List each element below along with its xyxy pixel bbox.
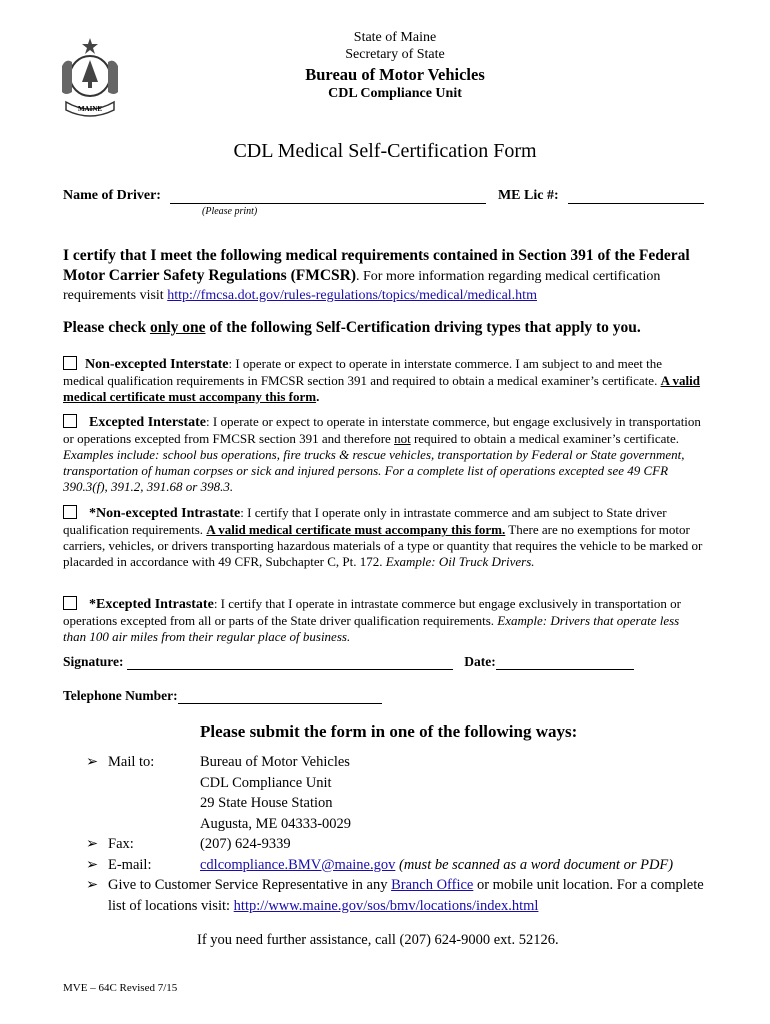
license-field[interactable] — [568, 188, 704, 204]
option-excepted-intrastate: *Excepted Intrastate: I certify that I operate in intrastate commerce but engage exclusively in transportation or operations excepted from all or parts of the State driver qualification requirements. Example: Drivers that operate less than 100 air miles from their regular place of business. — [63, 596, 681, 644]
signature-row: Signature: Date: — [63, 654, 634, 670]
header-bureau: Bureau of Motor Vehicles — [305, 65, 485, 84]
assistance-note: If you need further assistance, call (207) 624-9000 ext. 52126. — [197, 932, 559, 948]
phone-field[interactable] — [178, 689, 382, 704]
email-link[interactable]: cdlcompliance.BMV@maine.gov — [200, 856, 396, 873]
svg-text:MAINE: MAINE — [77, 105, 103, 113]
driver-name-label: Name of Driver: — [63, 188, 161, 203]
checkbox-excepted-intrastate[interactable] — [63, 596, 77, 610]
driver-row — [63, 188, 704, 204]
header-state: State of Maine — [353, 30, 437, 45]
state-seal-icon — [58, 36, 122, 120]
checkbox-excepted-interstate[interactable] — [63, 414, 77, 428]
signature-field[interactable] — [127, 655, 453, 670]
checkbox-non-excepted-intrastate[interactable] — [63, 505, 77, 519]
option-excepted-interstate: Excepted Interstate: I operate or expect to operate in interstate commerce, but engage exclusively in transportation or operations excepted from FMCSR section 391 and therefore not required to obtain a medical examiner’s certificate. Examples include: school bus operations, fire trucks & rescue vehicles, transportation by Federal or State government, transportation of human corpses or sick and injured persons. For a complete list of operations excepted see 49 CFR 390.3(f), 391.2, 391.68 or 398.3. — [63, 414, 701, 494]
mail-address: Bureau of Motor Vehicles CDL Compliance Unit 29 State House Station Augusta, ME 04333-0029 — [200, 754, 352, 832]
form-footer: MVE – 64C Revised 7/15 — [63, 982, 178, 994]
fax-number: (207) 624-9339 — [200, 836, 291, 852]
check-heading: Please check only one of the following Self-Certification driving types that apply to you. — [63, 319, 641, 336]
print-hint: (Please print) — [202, 206, 258, 217]
date-field[interactable] — [496, 655, 634, 670]
license-label: ME Lic #: — [497, 188, 559, 203]
option-non-excepted-interstate: Non-excepted Interstate: I operate or expect to operate in interstate commerce. I am subject to and meet the medical qualification requirements in FMCSR section 391 and required to obtain a medical examiner’s certificate. A valid medical certificate must accompany this form. — [63, 356, 700, 404]
locations-link[interactable]: http://www.maine.gov/sos/bmv/locations/index.html — [233, 897, 539, 914]
driver-name-field[interactable] — [170, 188, 486, 204]
branch-office-link[interactable]: Branch Office — [391, 877, 474, 893]
header-unit: CDL Compliance Unit — [328, 86, 462, 101]
submit-heading: Please submit the form in one of the following ways: — [200, 722, 578, 741]
phone-row: Telephone Number: — [63, 688, 382, 704]
certify-statement: I certify that I meet the following medical requirements contained in Section 391 of the Federal Motor Carrier Safety Regulations (FMCSR). For more information regarding medical certification requirements visit http://fmcsa.dot.gov/rules-regulations/topics/medical/medical.htm — [63, 247, 690, 303]
checkbox-non-excepted-interstate[interactable] — [63, 356, 77, 370]
option-non-excepted-intrastate: *Non-excepted Intrastate: I certify that I operate only in intrastate commerce and am subject to State driver qualification requirements. A valid medical certificate must accompany this form. There are no exemptions for motor carriers, vehicles, or drivers transporting hazardous materials of a type or quantity that requires the vehicle to be marked or placarded in accordance with 49 CFR, Subchapter C, Pt. 172. Example: Oil Truck Drivers. — [63, 505, 703, 569]
fmcsa-link[interactable]: http://fmcsa.dot.gov/rules-regulations/topics/medical/medical.htm — [167, 288, 537, 303]
header-office: Secretary of State — [345, 47, 445, 62]
submit-methods: ➢ Mail to: Bureau of Motor Vehicles CDL Compliance Unit 29 State House Station Augusta, ME 04333-0029 ➢ Fax: (207) 624-9339 ➢ E-mail: cdlcompliance.BMV@maine.gov (must be scanned as a word document or PDF) ➢ Give to Customer Service Representative in any Branch Office or mobile unit location. For a complete list of locations visit: http://www.maine.gov/sos/bmv/locations/index.html — [86, 752, 706, 916]
form-title: CDL Medical Self-Certification Form — [233, 140, 537, 162]
